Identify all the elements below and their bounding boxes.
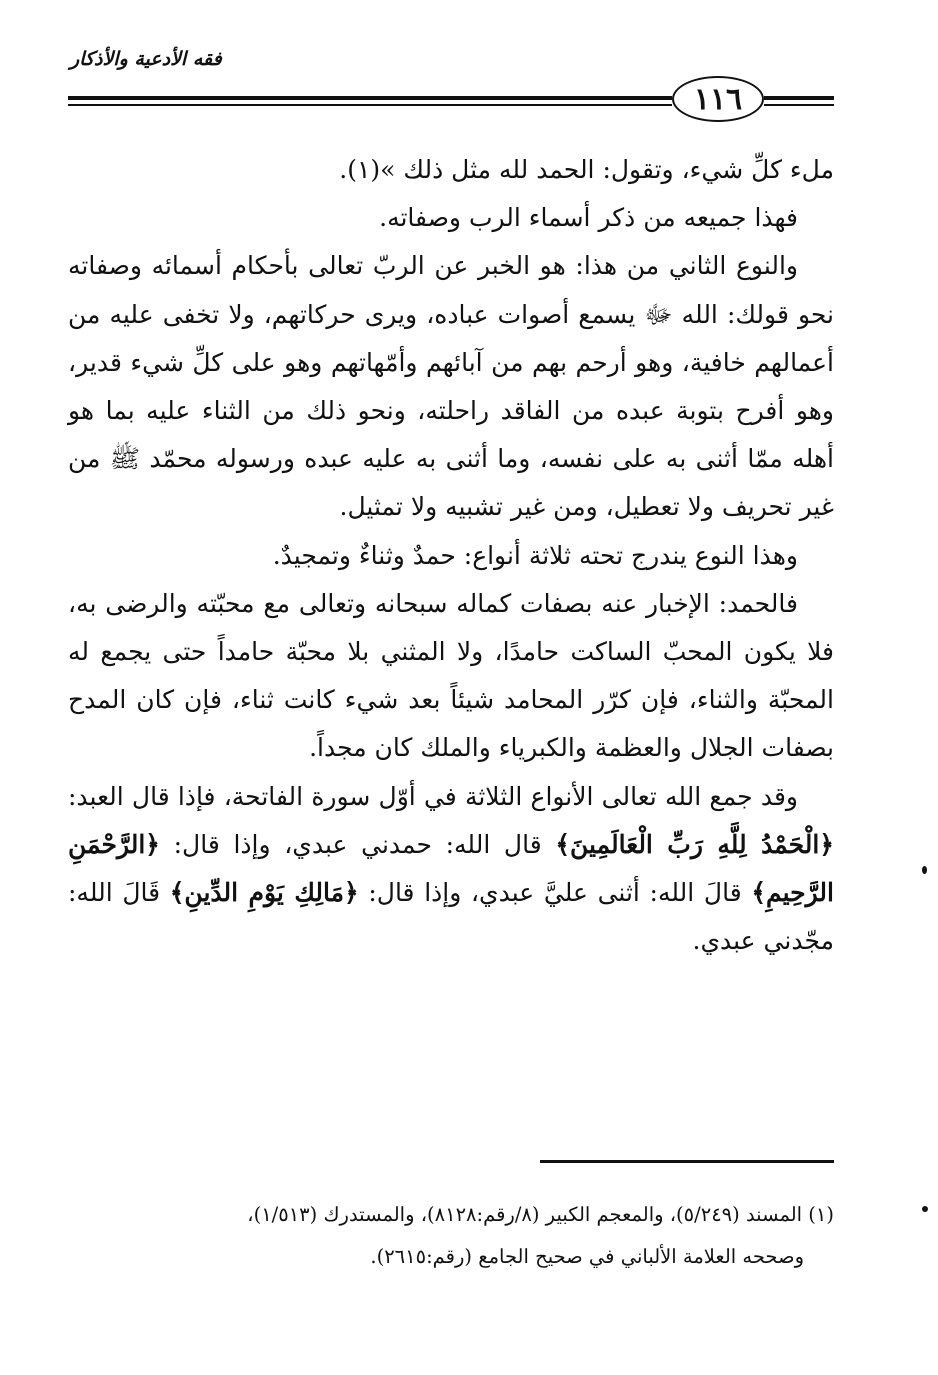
footnote-line-2: وصححه العلامة الألباني في صحيح الجامع (رقم:٢٦١٥). [370, 1245, 804, 1268]
footnote-line-1: (١) المسند (٥/٢٤٩)، والمعجم الكبير (٨/رقم:٨١٢٨)، والمستدرك (١/٥١٣)، [247, 1203, 834, 1226]
fatiha-text-1: وقد جمع الله تعالى الأنواع الثلاثة في أوّل سورة الفاتحة، فإذا قال العبد: [68, 781, 798, 811]
paragraph-continuation: ملء كلِّ شيء، وتقول: الحمد لله مثل ذلك »(١). [339, 155, 834, 184]
main-text [68, 146, 834, 965]
footnote [68, 1194, 834, 1278]
fatiha-text-2: قال الله: حمدني عبدي، وإذا قال: [159, 829, 556, 859]
paragraph-fatiha [68, 773, 834, 966]
paragraph-summary: فهذا جميعه من ذكر أسماء الرب وصفاته. [379, 203, 798, 233]
header-rule-thick-right [764, 96, 834, 100]
page-number-badge [672, 76, 764, 122]
header-rule-thick-left [68, 96, 672, 100]
header-rule-thin-left [68, 104, 672, 106]
paragraph-second-type: والنوع الثاني من هذا: هو الخبر عن الربّ تعالى بأحكام أسمائه وصفاته نحو قولك: الله ﷻ يسمع أصوات عباده، ويرى حركاتهم، ولا تخفى عليه من أعمالهم خافية، وهو أرحم بهم من آبائهم وأمّهاتهم وهو على كلِّ شيء قدير، وهو أفرح بتوبة عبده من الفاقد راحلته، ونحو ذلك من الثناء عليه بما هو أهله ممّا أثنى به على نفسه، وما أثنى به عليه عبده ورسوله محمّد ﷺ من غير تحريف ولا تعطيل، ومن غير تشبيه ولا تمثيل. [68, 251, 834, 522]
fatiha-text-4: قَالَ الله: مجّدني عبدي. [68, 878, 834, 956]
header-rule-thin-right [764, 104, 834, 106]
fatiha-text-3: قالَ الله: أثنى عليَّ عبدي، وإذا قال: [358, 878, 752, 908]
quran-verse-2: ﴿الرَّحْمَنِ الرَّحِيمِ﴾ [68, 829, 834, 908]
paragraph-definition-hamd: فالحمد: الإخبار عنه بصفات كماله سبحانه وتعالى مع محبّته والرضى به، فلا يكون المحبّ الساكت حامدًا، ولا المثني بلا محبّة حامداً حتى يجمع له المحبّة والثناء، فإن كرّر المحامد شيئاً بعد شيء كانت ثناء، فإن كان المدح بصفات الجلال والعظمة والكبرياء والملك كان مجداً. [68, 588, 834, 763]
footnote-separator [540, 1160, 834, 1163]
paragraph-three-types: وهذا النوع يندرج تحته ثلاثة أنواع: حمدٌ وثناءٌ وتمجيدٌ. [272, 540, 798, 570]
running-header-title: فقه الأدعية والأذكار [70, 48, 222, 70]
quran-verse-3: ﴿مَالِكِ يَوْمِ الدِّينِ﴾ [169, 878, 359, 908]
page-number: ١١٦ [693, 81, 743, 117]
quran-verse-1: ﴿الْحَمْدُ لِلَّهِ رَبِّ الْعَالَمِينَ﴾ [555, 829, 834, 859]
scan-speck [922, 866, 927, 874]
scan-speck [922, 1206, 928, 1212]
